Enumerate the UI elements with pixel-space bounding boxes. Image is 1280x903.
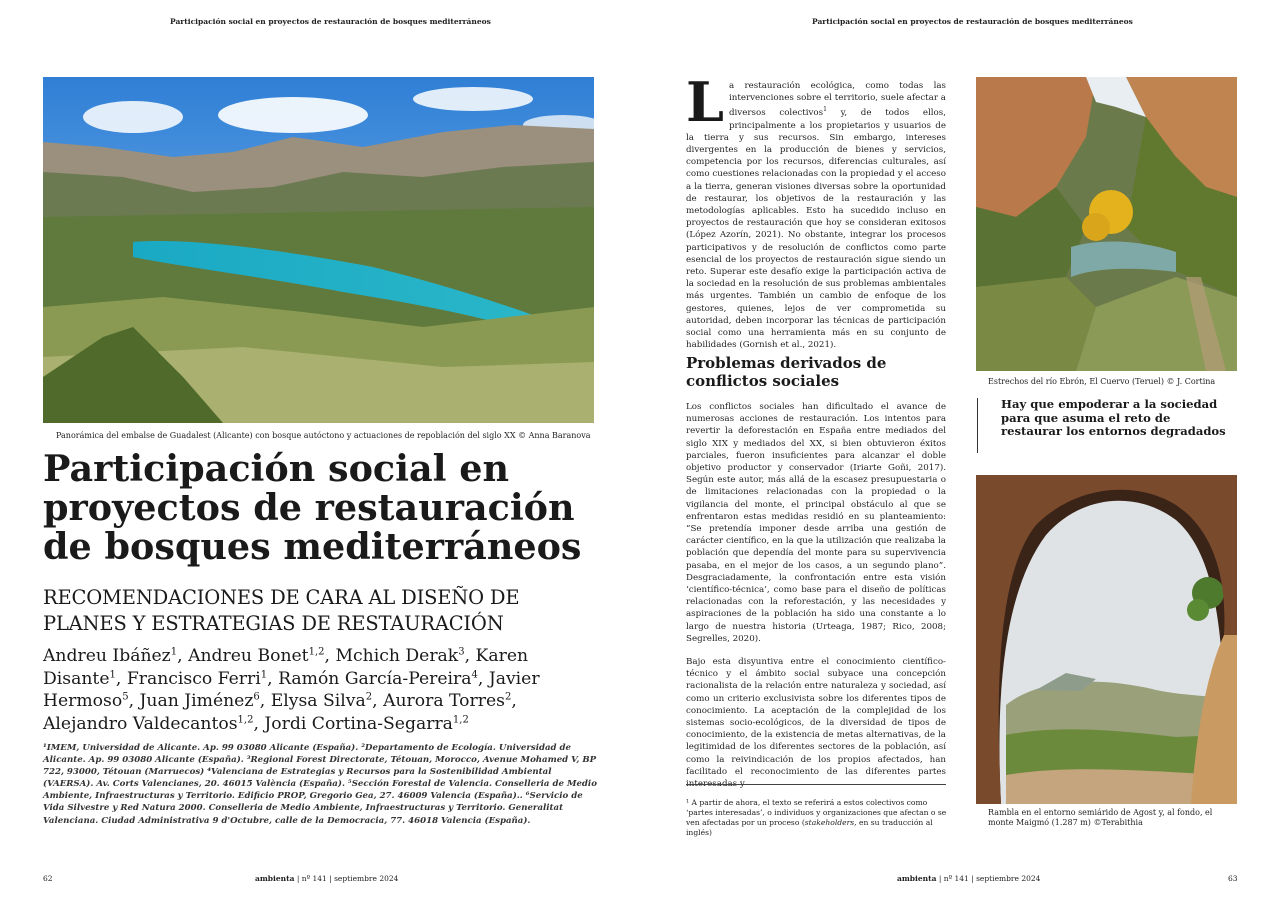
pull-quote: Hay que empoderar a la sociedad para que asuma el reto de restaurar los entornos degradados: [977, 398, 1231, 453]
author-affiliation-marker: 6: [253, 691, 260, 703]
photo-top-caption: Estrechos del río Ebrón, El Cuervo (Teruel) © J. Cortina: [988, 377, 1216, 386]
author-affiliation-marker: 1: [260, 668, 268, 680]
section-paragraph: Los conflictos sociales han dificultado el avance de numerosas acciones de restauración. Los intentos para revertir la deforestación en España entre mediados del siglo XIX y mediados del XX, si bien obtuvieron éxitos parciales, fueron insuficientes para alcanzar el doble objetivo productor y conservador (Iriarte Goñi, 2017). Según este autor, más allá de la escasez presupuestaria o de limitaciones relacionadas con la propiedad o la vigilancia del monte, el principal obstáculo al que se enfrentaron estas medidas residió en su planteamiento: “Se pretendía imponer desde arriba una gestión de carácter científico, en la que la utilización que realizaba la población que dependía del monte para su supervivencia pasaba, en el mejor de los casos, a un segundo plano”. Desgraciadamente, la confrontación entre esta visión ‘científico-técnica’, como base para el diseño de políticas relacionadas con la reforestación, y las necesidades y aspiraciones de la población ha sido una constante a lo largo de nuestra historia (Urteaga, 1987; Rico, 2008; Segrelles, 2020).: [686, 402, 946, 644]
hero-photo-caption: Panorámica del embalse de Guadalest (Alicante) con bosque autóctono y actuaciones de repoblación del siglo XX © Anna Baranova: [56, 431, 591, 440]
author-affiliation-marker: 1,2: [308, 646, 325, 658]
right-page: [640, 0, 1280, 903]
author-affiliation-marker: 5: [122, 691, 129, 703]
author-name: Javier Hermoso: [43, 668, 540, 711]
author-name: Alejandro Valdecantos: [43, 713, 238, 734]
footnote-reference: 1: [823, 106, 827, 114]
affiliations: ¹IMEM, Universidad de Alicante. Ap. 99 03080 Alicante (España). ²Departamento de Ecología. Universidad de Alicante. Ap. 99 03080 Alicante (España). ³Regional Forest Directorate, Tétouan, Morocco, Avenue Mohamed V, BP 722, 93000, Tétouan (Marruecos) ⁴Valenciana de Estrategias y Recursos para la Sostenibilidad Ambiental (VAERSA). Av. Corts Valencianes, 20. 46015 València (España). ⁵Sección Forestal de Valencia. Conselleria de Medio Ambiente, Infraestructuras y Territorio. Edificio PROP, Gregorio Gea, 27. 46009 Valencia (España).. ⁶Servicio de Vida Silvestre y Red Natura 2000. Conselleria de Medio Ambiente, Infraestructuras y Territorio. Generalitat Valenciana. Ciudad Administrativa 9 d'Octubre, calle de la Democracia, 77. 46018 Valencia (España).: [43, 743, 597, 826]
issue-info: | nº 141 | septiembre 2024: [936, 874, 1041, 883]
article-subtitle: RECOMENDACIONES DE CARA AL DISEÑO DE PLANES Y ESTRATEGIAS DE RESTAURACIÓN: [43, 586, 520, 635]
folio-right-page-number: 63: [1228, 874, 1238, 883]
section-heading: Problemas derivados de conflictos sociales: [686, 354, 887, 390]
photo-ebron-gorge: [976, 77, 1237, 371]
running-head: Participación social en proyectos de restauración de bosques mediterráneos: [812, 17, 1133, 26]
issue-info: | nº 141 | septiembre 2024: [294, 874, 399, 883]
intro-text-a: a restauración ecológica, como todas las intervenciones sobre el territorio, suele afectar a diversos colectivos: [728, 81, 946, 119]
magazine-name: ambienta: [255, 874, 295, 883]
article-title: Participación social en proyectos de restauración de bosques mediterráneos: [43, 447, 582, 568]
running-head: Participación social en proyectos de restauración de bosques mediterráneos: [170, 17, 491, 26]
author-name: Andreu Ibáñez: [43, 646, 171, 666]
section-body: [686, 401, 946, 790]
author-affiliation-marker: 1: [109, 668, 116, 680]
author-affiliation-marker: 1: [170, 646, 178, 658]
author-name: Karen Disante: [43, 646, 529, 689]
author-name: Aurora Torres: [383, 691, 505, 711]
author-affiliation-marker: 2: [504, 691, 512, 703]
author-list: Andreu Ibáñez$^1$, Andreu Bonet$^{1,2}$, Mchich Derak$^3$, Karen Disante$^1$, Francisco Ferri$^1$, Ramón García-Pereira$^4$, Javier Hermoso$^5$, Juan Jiménez$^6$, Elysa Silva$^2$, Aurora Torres$^2$, Alejandro Valdecantos$^{1,2}$, Jordi Cortina-Segarra$^{1,2}$: [43, 646, 540, 734]
folio-right-magazine: [897, 874, 1040, 883]
footnote: ¹ A partir de ahora, el texto se referirá a estos colectivos como ‘partes interesadas’, o individuos y organizaciones que afectan o se ven afectadas por un proceso (stakeholders, en su traducción al inglés): [686, 798, 947, 837]
intro-text-b: y, de todos ellos, principalmente a los propietarios y usuarios de la tierra y sus recursos. Sin embargo, intereses divergentes en la producción de bienes y servicios, competencia por los recursos, diferencias culturales, así como cuestiones relacionadas con la propiedad y el acceso a la tierra, generan visiones diversas sobre la oportunidad de restaurar, los objetivos de la restauración y las metodologías aplicables. Esto ha sucedido incluso en proyectos de restauración que hoy se consideran exitosos (López Azorín, 2021). No obstante, integrar los procesos participativos y de resolución de conflictos como parte esencial de los proyectos de restauración sigue siendo un reto. Superar este desafío exige la participación activa de la sociedad en la resolución de sus problemas ambientales más urgentes. También un cambio de enfoque de los gestores, quienes, lejos de ver comprometida su autoridad, deben incorporar las técnicas de participación social como una herramienta más en su conjunto de habilidades (Gornish et al., 2021).: [686, 108, 946, 351]
author-name: Mchich Derak: [335, 646, 459, 666]
section-paragraph: Bajo esta disyuntiva entre el conocimiento científico-técnico y el ámbito social subyace una concepción racionalista de la relación entre naturaleza y sociedad, así como un criterio exclusivista sobre los diferentes tipos de conocimiento. La aceptación de la complejidad de los sistemas socio-ecológicos, de la diversidad de tipos de conocimiento, de la existencia de metas alternativas, de la legitimidad de los diferentes sectores de la población, así como la reivindicación de los propios afectados, han facilitado el reconocimiento de las diferentes partes interesadas y: [686, 657, 946, 790]
intro-paragraph: [686, 70, 946, 351]
author-affiliation-marker: 4: [471, 668, 478, 680]
photo-bottom-caption: Rambla en el entorno semiárido de Agost y, al fondo, el monte Maigmó (1.287 m) ©Terabithia: [988, 808, 1213, 827]
hero-photo-guadalest-reservoir: [43, 77, 594, 423]
author-affiliation-marker: 1,2: [452, 713, 469, 725]
author-name: Jordi Cortina-Segarra: [264, 713, 453, 734]
folio-left-page-number: 62: [43, 874, 53, 883]
footnote-divider: [686, 784, 946, 785]
author-affiliation-marker: 1,2: [237, 713, 254, 725]
author-name: Elysa Silva: [270, 691, 366, 711]
author-name: Francisco Ferri: [126, 668, 261, 689]
folio-left-magazine: [255, 874, 398, 883]
magazine-name: ambienta: [897, 874, 937, 883]
author-affiliation-marker: 3: [458, 646, 465, 658]
author-name: Andreu Bonet: [188, 646, 309, 666]
photo-agost-rambla-cave: [976, 475, 1237, 804]
author-name: Juan Jiménez: [139, 691, 254, 711]
drop-cap: L: [686, 70, 724, 134]
author-name: Ramón García-Pereira: [278, 668, 472, 689]
author-affiliation-marker: 2: [365, 691, 373, 703]
